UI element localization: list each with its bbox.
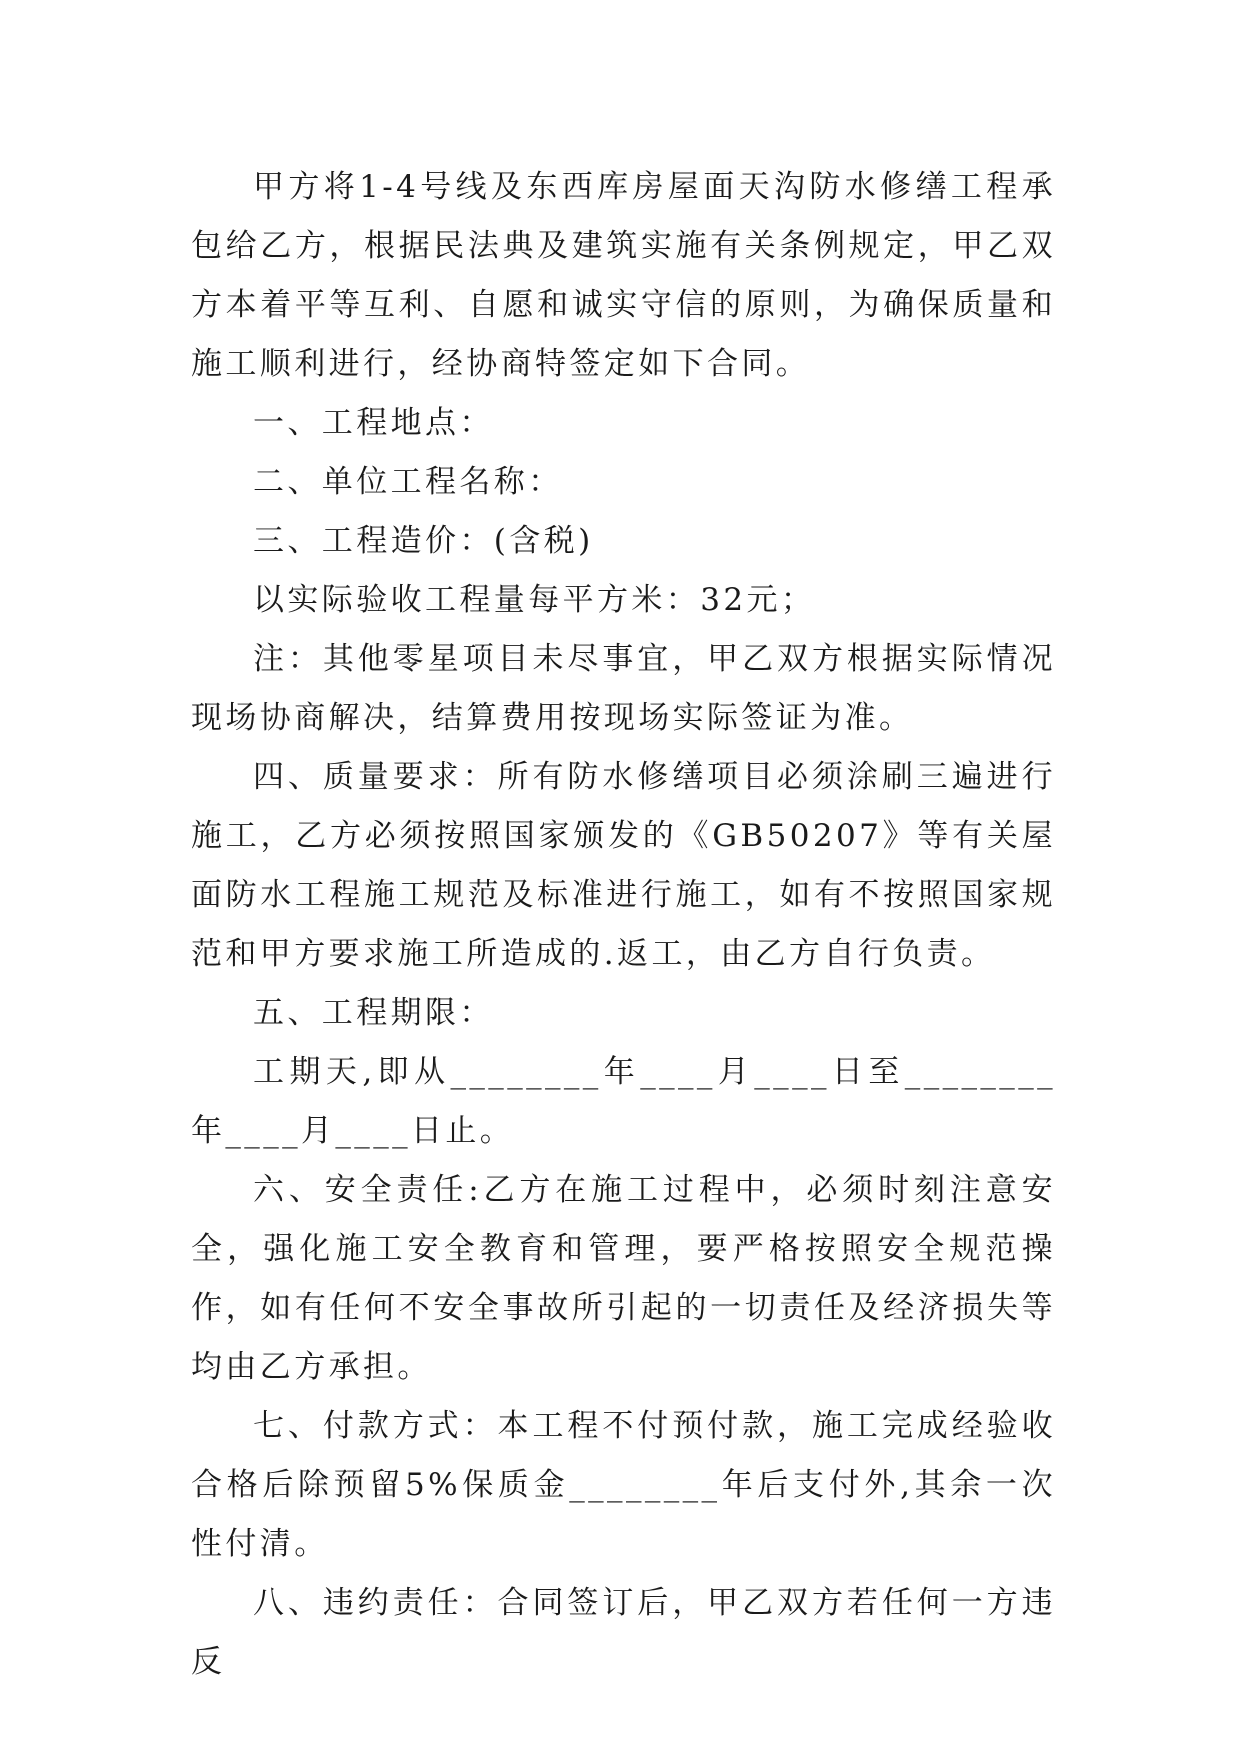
paragraph-unit-price: 以实际验收工程量每平方米：32元； [253,582,816,618]
paragraph-project-location: 一、工程地点： [253,405,494,441]
paragraph-project-cost: 三、工程造价：(含税) [253,523,594,559]
paragraph-liability: 八、违约责任：合同签订后，甲乙双方若任何一方违反 [191,1585,1056,1680]
paragraph-project-name: 二、单位工程名称： [253,464,563,500]
paragraph-safety: 六、安全责任:乙方在施工过程中，必须时刻注意安全，强化施工安全教育和管理，要严格按照安全规范操作，如有任何不安全事故所引起的一切责任及经济损失等均由乙方承担。 [191,1172,1056,1385]
paragraph-note: 注：其他零星项目未尽事宜，甲乙双方根据实际情况现场协商解决，结算费用按现场实际签证为准。 [191,641,1056,736]
paragraph-intro: 甲方将1-4号线及东西库房屋面天沟防水修缮工程承包给乙方，根据民法典及建筑实施有关条例规定，甲乙双方本着平等互利、自愿和诚实守信的原则，为确保质量和施工顺利进行，经协商特签定如下合同。 [191,169,1056,382]
paragraph-period-heading: 五、工程期限： [253,995,494,1031]
paragraph-period-dates: 工期天,即从________年____月____日至________年____月____日止。 [191,1054,1056,1149]
paragraph-payment: 七、付款方式：本工程不付预付款，施工完成经验收合格后除预留5%保质金________年后支付外,其余一次性付清。 [191,1408,1056,1562]
document-body [191,158,1056,1692]
paragraph-quality: 四、质量要求：所有防水修缮项目必须涂刷三遍进行施工，乙方必须按照国家颁发的《GB50207》等有关屋面防水工程施工规范及标准进行施工，如有不按照国家规范和甲方要求施工所造成的.返工，由乙方自行负责。 [191,759,1056,972]
